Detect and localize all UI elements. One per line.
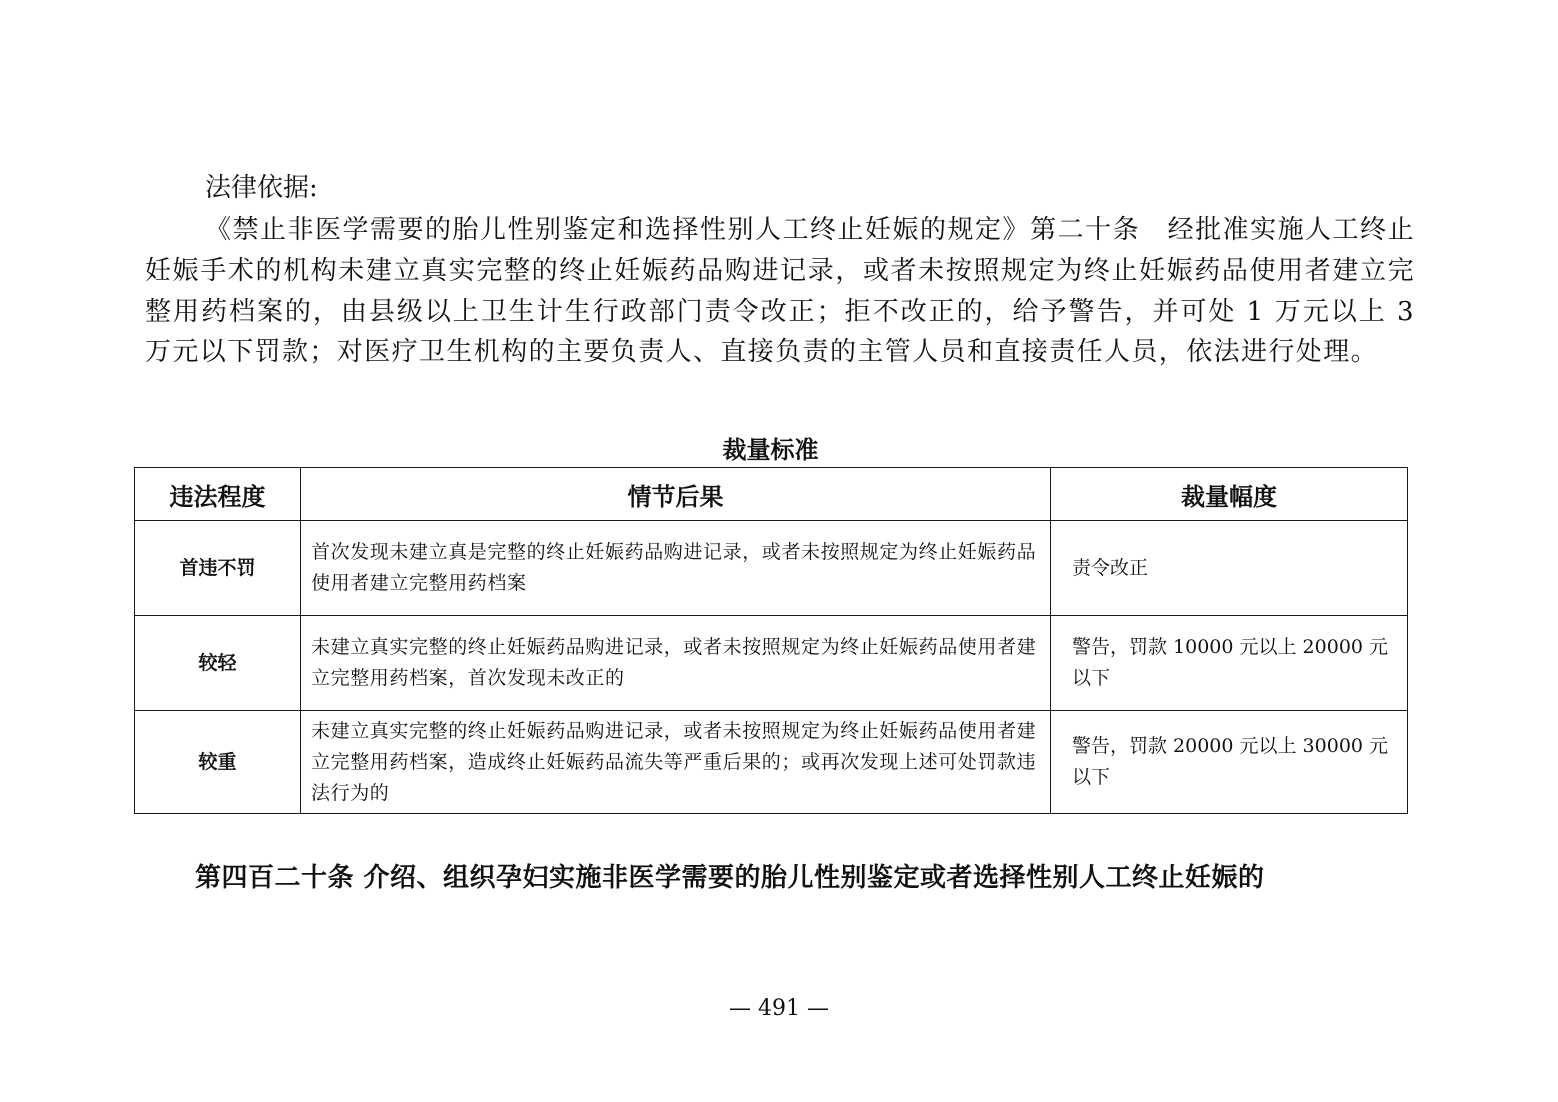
circumstance-cell: 未建立真实完整的终止妊娠药品购进记录，或者未按照规定为终止妊娠药品使用者建立完整用药档案，造成终止妊娠药品流失等严重后果的；或再次发现上述可处罚款违法行为的 xyxy=(301,711,1051,814)
degree-cell: 首违不罚 xyxy=(135,521,301,616)
legal-basis-heading: 法律依据: xyxy=(205,173,318,203)
header-penalty-range: 裁量幅度 xyxy=(1051,468,1408,521)
penalty-range-cell: 责令改正 xyxy=(1051,521,1408,616)
header-violation-degree: 违法程度 xyxy=(135,468,301,521)
legal-basis-text: 《禁止非医学需要的胎儿性别鉴定和选择性别人工终止妊娠的规定》第二十条 经批准实施人工终止妊娠手术的机构未建立真实完整的终止妊娠药品购进记录，或者未按照规定为终止妊娠药品使用者建立完整用药档案的，由县级以上卫生计生行政部门责令改正；拒不改正的，给予警告，并可处 1 万元以上 3 万元以下罚款；对医疗卫生机构的主要负责人、直接负责的主管人员和直接责任人员，依法进行处理。 xyxy=(145,215,1415,368)
degree-cell: 较重 xyxy=(135,711,301,814)
page-number: — 491 — xyxy=(729,996,829,1021)
table-row xyxy=(135,521,1408,616)
penalty-range-cell: 警告，罚款 10000 元以上 20000 元以下 xyxy=(1051,616,1408,711)
discretion-standards-table xyxy=(134,467,1408,814)
circumstance-cell: 未建立真实完整的终止妊娠药品购进记录，或者未按照规定为终止妊娠药品使用者建立完整用药档案，首次发现未改正的 xyxy=(301,616,1051,711)
table-header-row xyxy=(135,468,1408,521)
circumstance-cell: 首次发现未建立真是完整的终止妊娠药品购进记录，或者未按照规定为终止妊娠药品使用者建立完整用药档案 xyxy=(301,521,1051,616)
table-row xyxy=(135,616,1408,711)
header-circumstance: 情节后果 xyxy=(301,468,1051,521)
penalty-range-cell: 警告，罚款 20000 元以上 30000 元以下 xyxy=(1051,711,1408,814)
degree-cell: 较轻 xyxy=(135,616,301,711)
table-row xyxy=(135,711,1408,814)
table-title: 裁量标准 xyxy=(722,436,819,464)
next-article-heading: 第四百二十条 介绍、组织孕妇实施非医学需要的胎儿性别鉴定或者选择性别人工终止妊娠的 xyxy=(195,863,1265,893)
